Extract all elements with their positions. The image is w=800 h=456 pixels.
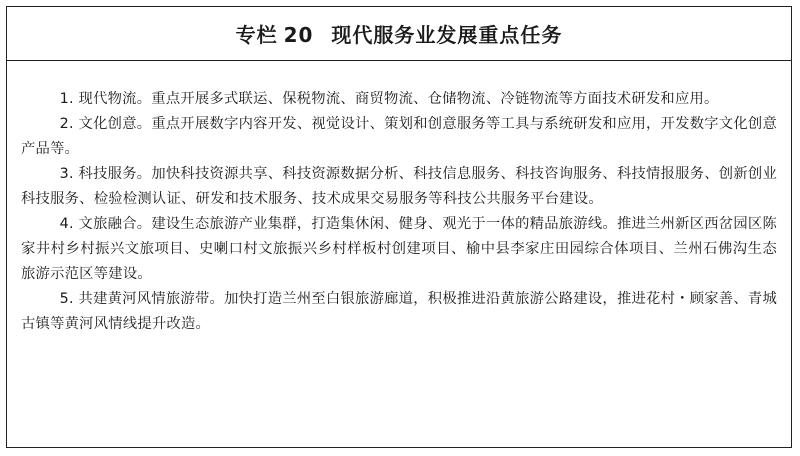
task-item-logistics: [21, 87, 777, 112]
task-item-lead: 4. 文旅融合。: [59, 216, 152, 232]
task-item-lead: 3. 科技服务。: [59, 166, 152, 182]
task-item-lead: 1. 现代物流。: [59, 91, 152, 107]
task-item-culture-tourism: [21, 212, 777, 287]
task-item-text: 重点开展多式联运、保税物流、商贸物流、仓储物流、冷链物流等方面技术研发和应用。: [151, 91, 719, 107]
column-number: 20: [283, 23, 314, 47]
task-item-cultural-creativity: [21, 112, 777, 162]
column-content: [7, 61, 791, 337]
column-heading: 现代服务业发展重点任务: [331, 23, 563, 47]
task-item-text: 加快打造兰州至白银旅游廊道，积极推进沿黄旅游公路建设，推进花村・顾家善、青城古镇等黄河风情线提升改造。: [21, 291, 777, 332]
task-item-text: 加快科技资源共享、科技资源数据分析、科技信息服务、科技咨询服务、科技情报服务、创新创业科技服务、检验检测认证、研发和技术服务、技术成果交易服务等科技公共服务平台建设。: [21, 166, 778, 207]
column-label: 专栏: [235, 23, 278, 47]
task-item-text: 建设生态旅游产业集群，打造集休闲、健身、观光于一体的精品旅游线。推进兰州新区西岔园区陈家井村乡村振兴文旅项目、史喇口村文旅振兴乡村样板村创建项目、榆中县李家庄田园综合体项目、兰州石佛沟生态旅游示范区等建设。: [21, 216, 778, 282]
column-box: [6, 6, 792, 448]
task-item-yellow-river-tourism: [21, 287, 777, 337]
task-item-text: 重点开展数字内容开发、视觉设计、策划和创意服务等工具与系统研发和应用，开发数字文化创意产品等。: [21, 116, 778, 157]
task-item-lead: 5. 共建黄河风情旅游带。: [59, 291, 225, 307]
task-item-tech-services: [21, 162, 777, 212]
column-title: [236, 19, 563, 48]
task-item-lead: 2. 文化创意。: [59, 116, 152, 132]
column-header: [7, 7, 791, 61]
